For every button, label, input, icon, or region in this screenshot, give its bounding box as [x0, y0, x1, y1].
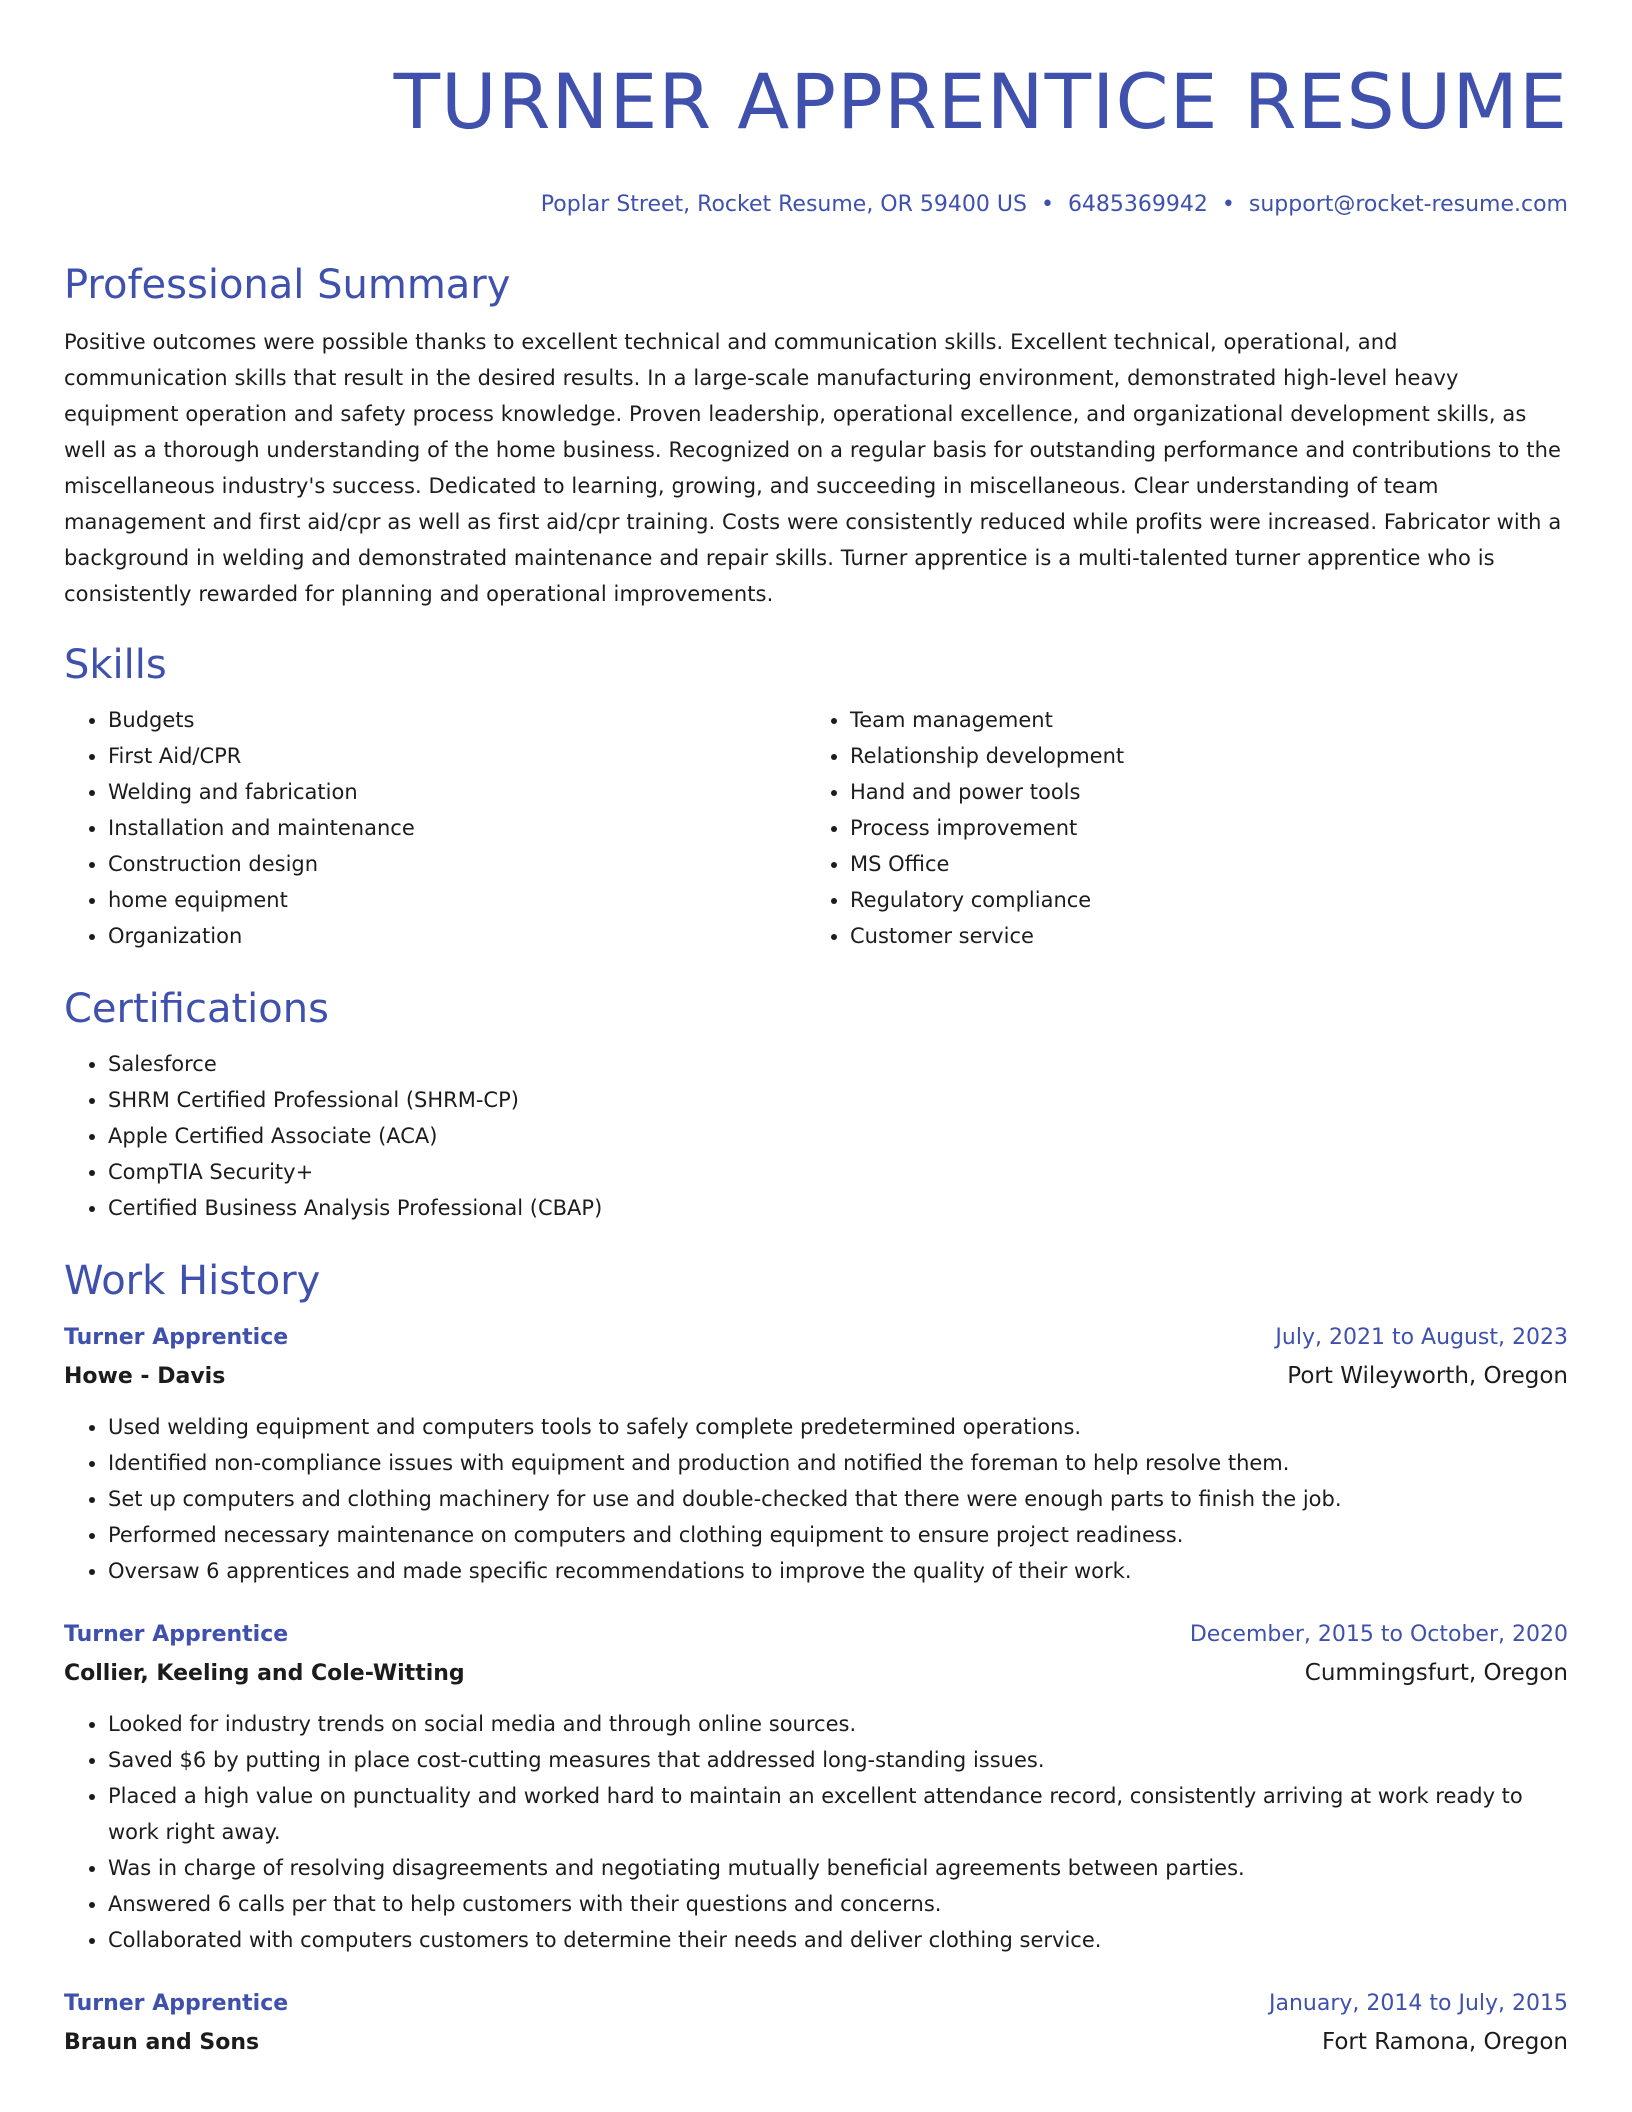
skill-item: • Budgets [108, 702, 806, 738]
contact-phone: 6485369942 [1067, 192, 1208, 217]
skill-item: • Customer service [850, 918, 1548, 954]
job-location: Port Wileyworth, Oregon [1287, 1363, 1568, 1389]
skill-item: • Process improvement [850, 810, 1548, 846]
job-header-row [64, 1320, 1568, 1356]
skill-item: • Construction design [108, 846, 806, 882]
skills-list-right [806, 702, 1548, 954]
contact-separator: • [1221, 192, 1235, 217]
job-bullet: • Performed necessary maintenance on computers and clothing equipment to ensure project readiness. [108, 1517, 1568, 1553]
resume-page [64, 0, 1568, 2063]
job-header-row [64, 1617, 1568, 1653]
certifications-heading: Certifications [64, 986, 329, 1032]
job-location: Fort Ramona, Oregon [1321, 2029, 1568, 2055]
skill-item: • MS Office [850, 846, 1548, 882]
skill-item: • Hand and power tools [850, 774, 1548, 810]
summary-heading: Professional Summary [64, 262, 511, 308]
skill-item: • Team management [850, 702, 1548, 738]
certification-item: • Apple Certified Associate (ACA) [108, 1118, 1568, 1154]
contact-line [64, 190, 1568, 220]
contact-address: Poplar Street, Rocket Resume, OR 59400 US [540, 192, 1027, 217]
job-bullet: • Set up computers and clothing machinery for use and double-checked that there were enough parts to finish the job. [108, 1481, 1568, 1517]
job-bullet: • Used welding equipment and computers tools to safely complete predetermined operations. [108, 1409, 1568, 1445]
certification-item: • Salesforce [108, 1046, 1568, 1082]
work-history-heading: Work History [64, 1258, 321, 1304]
job-dates: January, 2014 to July, 2015 [1269, 1991, 1568, 2016]
job-bullet: • Identified non-compliance issues with equipment and production and notified the foreman to help resolve them. [108, 1445, 1568, 1481]
contact-separator: • [1040, 192, 1054, 217]
job-bullet: • Answered 6 calls per that to help customers with their questions and concerns. [108, 1886, 1568, 1922]
job-company: Braun and Sons [64, 2030, 260, 2055]
resume-title: TURNER APPRENTICE RESUME [393, 57, 1568, 146]
job-dates: December, 2015 to October, 2020 [1189, 1622, 1568, 1647]
job-title: Turner Apprentice [64, 1325, 289, 1350]
job-bullet: • Collaborated with computers customers to determine their needs and deliver clothing service. [108, 1922, 1568, 1958]
skill-item: • Welding and fabrication [108, 774, 806, 810]
job-entry [64, 1986, 1568, 2063]
skills-column-right [806, 702, 1548, 954]
skills-heading: Skills [64, 642, 167, 688]
skills-grid [64, 702, 1568, 954]
certifications-list [64, 1046, 1568, 1226]
skill-item: • Installation and maintenance [108, 810, 806, 846]
job-bullet: • Placed a high value on punctuality and worked hard to maintain an excellent attendance record, consistently arriving at work ready to work right away. [108, 1778, 1568, 1850]
job-company: Collier, Keeling and Cole-Witting [64, 1661, 465, 1686]
certification-item: • Certified Business Analysis Professional (CBAP) [108, 1190, 1568, 1226]
job-company: Howe - Davis [64, 1364, 226, 1389]
skills-column-left [64, 702, 806, 954]
summary-text: Positive outcomes were possible thanks to excellent technical and communication skills. Excellent technical, operational, and communication skills that result in the desired results. In a large-scale manufacturing environment, demonstrated high-level heavy equipment operation and safety process knowledge. Proven leadership, operational excellence, and organizational development skills, as well as a thorough understanding of the home business. Recognized on a regular basis for outstanding performance and contributions to the miscellaneous industry's success. Dedicated to learning, growing, and succeeding in miscellaneous. Clear understanding of team management and first aid/cpr as well as first aid/cpr training. Costs were consistently reduced while profits were increased. Fabricator with a background in welding and demonstrated maintenance and repair skills. Turner apprentice is a multi-talented turner apprentice who is consistently rewarded for planning and operational improvements. [64, 330, 1562, 606]
job-location: Cummingsfurt, Oregon [1304, 1660, 1568, 1686]
job-entry [64, 1617, 1568, 1958]
job-bullets [64, 1409, 1568, 1589]
job-bullets [64, 1706, 1568, 1958]
contact-email: support@rocket-resume.com [1248, 192, 1568, 217]
skill-item: • Regulatory compliance [850, 882, 1548, 918]
job-company-row [64, 1356, 1568, 1397]
job-company-row [64, 2022, 1568, 2063]
skill-item: • Organization [108, 918, 806, 954]
certification-item: • SHRM Certified Professional (SHRM-CP) [108, 1082, 1568, 1118]
skill-item: • First Aid/CPR [108, 738, 806, 774]
job-bullet: • Saved $6 by putting in place cost-cutting measures that addressed long-standing issues. [108, 1742, 1568, 1778]
skills-list-left [64, 702, 806, 954]
certification-item: • CompTIA Security+ [108, 1154, 1568, 1190]
job-dates: July, 2021 to August, 2023 [1275, 1325, 1568, 1350]
job-entry [64, 1320, 1568, 1589]
skill-item: • home equipment [108, 882, 806, 918]
job-company-row [64, 1653, 1568, 1694]
job-title: Turner Apprentice [64, 1991, 289, 2016]
job-bullet: • Looked for industry trends on social media and through online sources. [108, 1706, 1568, 1742]
job-bullet: • Was in charge of resolving disagreements and negotiating mutually beneficial agreements between parties. [108, 1850, 1568, 1886]
job-header-row [64, 1986, 1568, 2022]
skill-item: • Relationship development [850, 738, 1548, 774]
job-bullet: • Oversaw 6 apprentices and made specific recommendations to improve the quality of their work. [108, 1553, 1568, 1589]
job-title: Turner Apprentice [64, 1622, 289, 1647]
